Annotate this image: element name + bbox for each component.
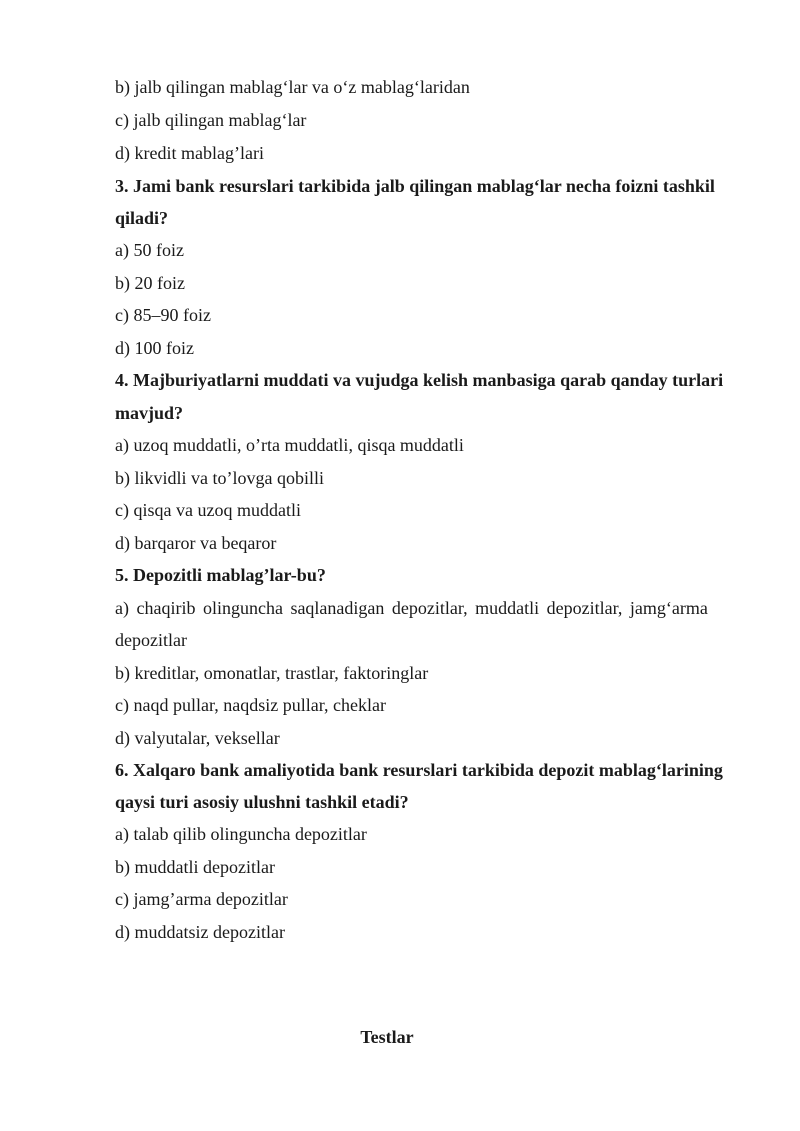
q6-option-a: a) talab qilib olinguncha depozitlar <box>115 824 367 844</box>
q3-option-c: c) 85–90 foiz <box>115 305 211 325</box>
q4-option-a: a) uzoq muddatli, o’rta muddatli, qisqa muddatli <box>115 435 464 455</box>
q6-option-c: c) jamg’arma depozitlar <box>115 889 288 909</box>
q5-option-b: b) kreditlar, omonatlar, trastlar, faktoringlar <box>115 663 429 683</box>
q3-title-line2: qiladi? <box>115 208 169 228</box>
q6-option-b: b) muddatli depozitlar <box>115 857 275 877</box>
q5-option-d: d) valyutalar, veksellar <box>115 728 280 748</box>
q4-option-b: b) likvidli va to’lovga qobilli <box>115 468 324 488</box>
q5-option-a-line2: depozitlar <box>115 630 187 650</box>
q4-option-d: d) barqaror va beqaror <box>115 533 277 553</box>
q3-title-line1: 3. Jami bank resurslari tarkibida jalb qilingan mablag‘lar necha foizni tashkil <box>115 176 715 196</box>
q5-title: 5. Depozitli mablag’lar-bu? <box>115 565 326 585</box>
q2-option-c: c) jalb qilingan mablag‘lar <box>115 110 307 130</box>
q6-title-line2: qaysi turi asosiy ulushni tashkil etadi? <box>115 792 409 812</box>
q2-option-d: d) kredit mablag’lari <box>115 143 264 163</box>
section-heading: Testlar <box>360 1027 414 1047</box>
q6-option-d: d) muddatsiz depozitlar <box>115 922 285 942</box>
q4-title-line2: mavjud? <box>115 403 184 423</box>
q6-title-line1: 6. Xalqaro bank amaliyotida bank resurslari tarkibida depozit mablag‘larining <box>115 760 723 780</box>
q4-title-line1: 4. Majburiyatlarni muddati va vujudga kelish manbasiga qarab qanday turlari <box>115 370 724 390</box>
q3-option-d: d) 100 foiz <box>115 338 194 358</box>
q2-option-b: b) jalb qilingan mablag‘lar va o‘z mablag‘laridan <box>115 77 470 97</box>
q4-option-c: c) qisqa va uzoq muddatli <box>115 500 301 520</box>
q5-option-c: c) naqd pullar, naqdsiz pullar, cheklar <box>115 695 386 715</box>
q5-option-a-line1: a) chaqirib olinguncha saqlanadigan depozitlar, muddatli depozitlar, jamg‘arma <box>115 598 708 618</box>
q3-option-a: a) 50 foiz <box>115 240 184 260</box>
q3-option-b: b) 20 foiz <box>115 273 185 293</box>
